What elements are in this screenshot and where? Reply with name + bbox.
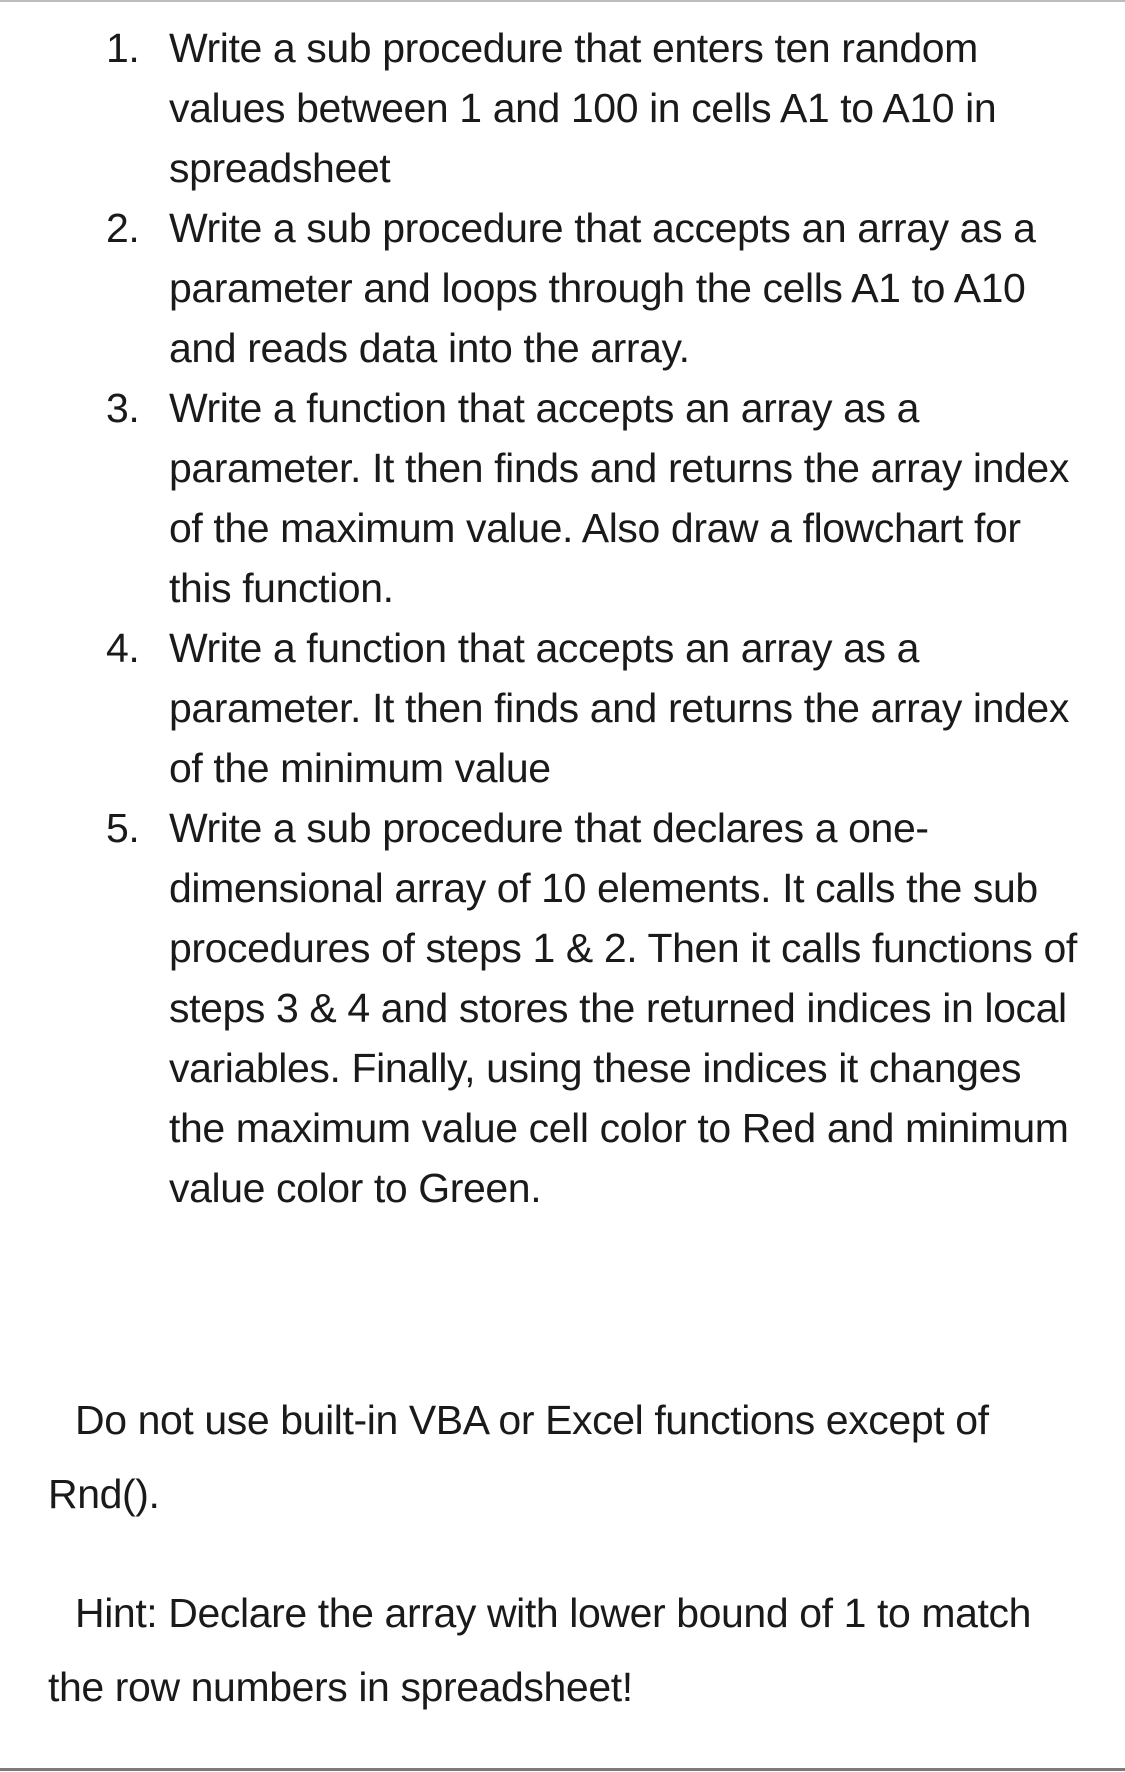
task-item-5 bbox=[0, 798, 1084, 1218]
task-item-2 bbox=[0, 198, 1084, 378]
task-item-1 bbox=[0, 18, 1084, 198]
bottom-divider bbox=[0, 1768, 1125, 1771]
hint-note: Hint: Declare the array with lower bound of 1 to match the row numbers in spreadsheet! bbox=[48, 1590, 1032, 1710]
task-item-4 bbox=[0, 618, 1084, 798]
task-number: 1. bbox=[106, 25, 140, 71]
task-text: Write a sub procedure that accepts an array as a parameter and loops through the cells A1 to A10 and reads data into the array. bbox=[169, 205, 1036, 371]
task-text: Write a function that accepts an array as a parameter. It then finds and returns the array index of the maximum value. Also draw a flowchart for this function. bbox=[169, 385, 1069, 611]
task-list bbox=[0, 18, 1125, 1218]
task-text: Write a sub procedure that declares a one-dimensional array of 10 elements. It calls the sub procedures of steps 1 & 2. Then it calls functions of steps 3 & 4 and stores the returned indices in local variables. Finally, using these indices it changes the maximum value cell color to Red and minimum value color to Green. bbox=[169, 805, 1077, 1211]
task-number: 4. bbox=[106, 625, 140, 671]
restriction-note: Do not use built-in VBA or Excel functions except of Rnd(). bbox=[48, 1397, 989, 1517]
task-number: 2. bbox=[106, 205, 140, 251]
task-text: Write a function that accepts an array as a parameter. It then finds and returns the array index of the minimum value bbox=[169, 625, 1069, 791]
task-text: Write a sub procedure that enters ten random values between 1 and 100 in cells A1 to A10 in spreadsheet bbox=[169, 25, 997, 191]
task-item-3 bbox=[0, 378, 1084, 618]
task-number: 5. bbox=[106, 805, 140, 851]
task-number: 3. bbox=[106, 385, 140, 431]
